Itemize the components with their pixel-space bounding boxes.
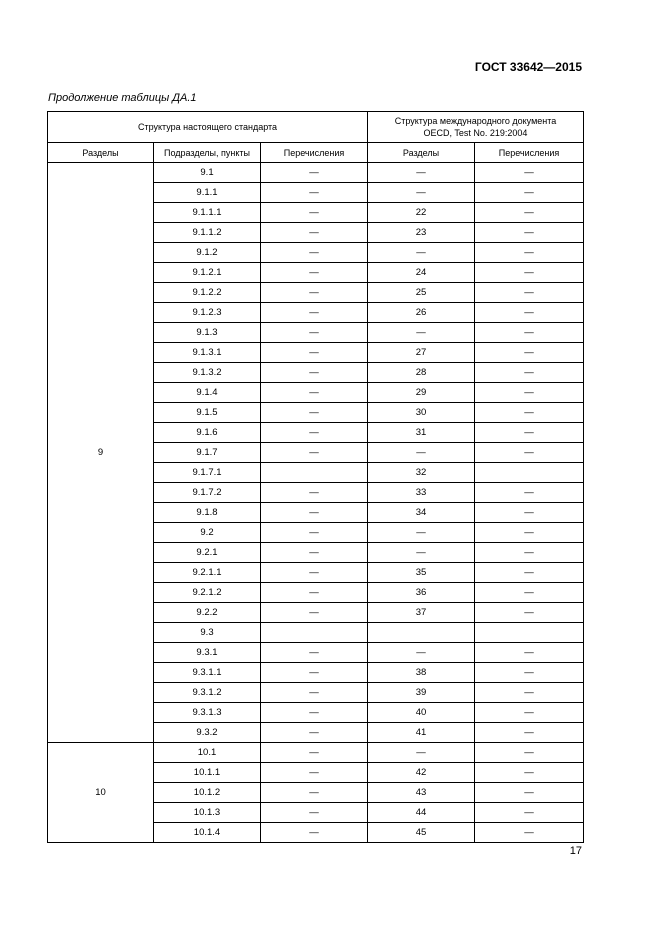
subsection-cell: 9.1.3 [154, 323, 261, 343]
subsection-cell: 9.3.1.1 [154, 663, 261, 683]
table-row [48, 163, 584, 183]
subsection-cell: 9.2.1 [154, 543, 261, 563]
subsection-cell: 9.1.8 [154, 503, 261, 523]
enumeration-cell: — [261, 763, 368, 783]
intl-section-cell: 27 [368, 343, 475, 363]
subsection-cell: 9.3.1 [154, 643, 261, 663]
enumeration-cell: — [261, 183, 368, 203]
enumeration-cell: — [261, 803, 368, 823]
enumeration-cell: — [261, 403, 368, 423]
intl-section-cell [368, 623, 475, 643]
enumeration-cell: — [261, 283, 368, 303]
intl-enumeration-cell: — [475, 243, 584, 263]
intl-section-cell: 36 [368, 583, 475, 603]
intl-section-cell: — [368, 543, 475, 563]
group-header-this-standard: Структура настоящего стандарта [48, 112, 368, 143]
intl-enumeration-cell: — [475, 563, 584, 583]
enumeration-cell: — [261, 603, 368, 623]
intl-enumeration-cell: — [475, 483, 584, 503]
intl-enumeration-cell: — [475, 763, 584, 783]
section-number-cell: 10 [48, 743, 154, 843]
intl-section-cell: 29 [368, 383, 475, 403]
intl-section-cell: 35 [368, 563, 475, 583]
intl-section-cell: 38 [368, 663, 475, 683]
enumeration-cell: — [261, 243, 368, 263]
intl-enumeration-cell: — [475, 443, 584, 463]
enumeration-cell: — [261, 783, 368, 803]
intl-section-cell: 23 [368, 223, 475, 243]
intl-enumeration-cell [475, 463, 584, 483]
subsection-cell: 9.1.3.2 [154, 363, 261, 383]
enumeration-cell: — [261, 443, 368, 463]
enumeration-cell: — [261, 523, 368, 543]
intl-section-cell: 22 [368, 203, 475, 223]
table-group-header-row [48, 112, 584, 143]
group-header-international-line1: Структура международного документа [394, 116, 557, 126]
table-row [48, 743, 584, 763]
intl-section-cell: 25 [368, 283, 475, 303]
intl-enumeration-cell: — [475, 303, 584, 323]
intl-enumeration-cell: — [475, 783, 584, 803]
enumeration-cell: — [261, 503, 368, 523]
intl-section-cell: 44 [368, 803, 475, 823]
subsection-cell: 9.1 [154, 163, 261, 183]
column-header-intl-sections: Разделы [368, 143, 475, 163]
intl-section-cell: 33 [368, 483, 475, 503]
enumeration-cell: — [261, 223, 368, 243]
subsection-cell: 9.1.2.2 [154, 283, 261, 303]
group-header-international-document [368, 112, 584, 143]
intl-enumeration-cell: — [475, 603, 584, 623]
intl-enumeration-cell: — [475, 743, 584, 763]
subsection-cell: 9.1.6 [154, 423, 261, 443]
intl-section-cell: 34 [368, 503, 475, 523]
subsection-cell: 10.1.4 [154, 823, 261, 843]
column-header-intl-enumerations: Перечисления [475, 143, 584, 163]
intl-section-cell: 42 [368, 763, 475, 783]
intl-enumeration-cell [475, 623, 584, 643]
intl-enumeration-cell: — [475, 163, 584, 183]
intl-section-cell: — [368, 443, 475, 463]
correspondence-table [47, 111, 584, 843]
intl-section-cell: 40 [368, 703, 475, 723]
enumeration-cell: — [261, 363, 368, 383]
subsection-cell: 9.1.7 [154, 443, 261, 463]
subsection-cell: 9.3.1.3 [154, 703, 261, 723]
subsection-cell: 9.1.2 [154, 243, 261, 263]
subsection-cell: 10.1.2 [154, 783, 261, 803]
enumeration-cell: — [261, 303, 368, 323]
intl-section-cell: — [368, 243, 475, 263]
intl-section-cell: 37 [368, 603, 475, 623]
enumeration-cell [261, 463, 368, 483]
enumeration-cell: — [261, 723, 368, 743]
subsection-cell: 9.1.7.1 [154, 463, 261, 483]
intl-enumeration-cell: — [475, 643, 584, 663]
subsection-cell: 9.2.1.1 [154, 563, 261, 583]
subsection-cell: 9.2.2 [154, 603, 261, 623]
subsection-cell: 9.2.1.2 [154, 583, 261, 603]
table-body [48, 163, 584, 843]
intl-enumeration-cell: — [475, 383, 584, 403]
subsection-cell: 10.1.3 [154, 803, 261, 823]
subsection-cell: 9.1.1.2 [154, 223, 261, 243]
intl-enumeration-cell: — [475, 823, 584, 843]
intl-enumeration-cell: — [475, 283, 584, 303]
intl-section-cell: — [368, 323, 475, 343]
intl-enumeration-cell: — [475, 683, 584, 703]
intl-section-cell: 24 [368, 263, 475, 283]
column-header-subsections: Подразделы, пункты [154, 143, 261, 163]
intl-section-cell: 26 [368, 303, 475, 323]
document-standard-number: ГОСТ 33642—2015 [474, 60, 582, 74]
subsection-cell: 9.2 [154, 523, 261, 543]
intl-enumeration-cell: — [475, 363, 584, 383]
subsection-cell: 10.1 [154, 743, 261, 763]
enumeration-cell: — [261, 663, 368, 683]
table-column-header-row [48, 143, 584, 163]
intl-section-cell: 45 [368, 823, 475, 843]
intl-section-cell: 39 [368, 683, 475, 703]
subsection-cell: 9.3.1.2 [154, 683, 261, 703]
subsection-cell: 9.1.7.2 [154, 483, 261, 503]
enumeration-cell: — [261, 683, 368, 703]
intl-enumeration-cell: — [475, 723, 584, 743]
intl-section-cell: 32 [368, 463, 475, 483]
subsection-cell: 9.1.4 [154, 383, 261, 403]
intl-enumeration-cell: — [475, 343, 584, 363]
enumeration-cell: — [261, 823, 368, 843]
intl-enumeration-cell: — [475, 423, 584, 443]
intl-section-cell: — [368, 643, 475, 663]
intl-enumeration-cell: — [475, 703, 584, 723]
intl-enumeration-cell: — [475, 543, 584, 563]
intl-section-cell: — [368, 743, 475, 763]
enumeration-cell: — [261, 343, 368, 363]
intl-enumeration-cell: — [475, 203, 584, 223]
intl-enumeration-cell: — [475, 403, 584, 423]
column-header-enumerations: Перечисления [261, 143, 368, 163]
intl-section-cell: 28 [368, 363, 475, 383]
intl-section-cell: 31 [368, 423, 475, 443]
intl-enumeration-cell: — [475, 183, 584, 203]
intl-enumeration-cell: — [475, 803, 584, 823]
page-number: 17 [569, 845, 582, 857]
intl-section-cell: — [368, 183, 475, 203]
enumeration-cell: — [261, 583, 368, 603]
intl-section-cell: 30 [368, 403, 475, 423]
subsection-cell: 10.1.1 [154, 763, 261, 783]
enumeration-cell: — [261, 703, 368, 723]
subsection-cell: 9.3.2 [154, 723, 261, 743]
subsection-cell: 9.1.2.1 [154, 263, 261, 283]
enumeration-cell: — [261, 543, 368, 563]
intl-enumeration-cell: — [475, 523, 584, 543]
enumeration-cell: — [261, 483, 368, 503]
intl-enumeration-cell: — [475, 223, 584, 243]
subsection-cell: 9.1.1.1 [154, 203, 261, 223]
subsection-cell: 9.1.1 [154, 183, 261, 203]
intl-enumeration-cell: — [475, 323, 584, 343]
enumeration-cell: — [261, 383, 368, 403]
table-caption: Продолжение таблицы ДА.1 [48, 92, 197, 104]
intl-section-cell: — [368, 523, 475, 543]
intl-section-cell: — [368, 163, 475, 183]
intl-enumeration-cell: — [475, 583, 584, 603]
enumeration-cell: — [261, 643, 368, 663]
enumeration-cell: — [261, 203, 368, 223]
intl-section-cell: 43 [368, 783, 475, 803]
subsection-cell: 9.3 [154, 623, 261, 643]
subsection-cell: 9.1.2.3 [154, 303, 261, 323]
enumeration-cell: — [261, 323, 368, 343]
group-header-international-line2: OECD, Test No. 219:2004 [423, 128, 528, 138]
subsection-cell: 9.1.3.1 [154, 343, 261, 363]
enumeration-cell: — [261, 743, 368, 763]
enumeration-cell: — [261, 263, 368, 283]
section-number-cell: 9 [48, 163, 154, 743]
subsection-cell: 9.1.5 [154, 403, 261, 423]
enumeration-cell: — [261, 563, 368, 583]
intl-enumeration-cell: — [475, 263, 584, 283]
intl-enumeration-cell: — [475, 663, 584, 683]
intl-section-cell: 41 [368, 723, 475, 743]
enumeration-cell [261, 623, 368, 643]
enumeration-cell: — [261, 163, 368, 183]
intl-enumeration-cell: — [475, 503, 584, 523]
column-header-sections: Разделы [48, 143, 154, 163]
enumeration-cell: — [261, 423, 368, 443]
